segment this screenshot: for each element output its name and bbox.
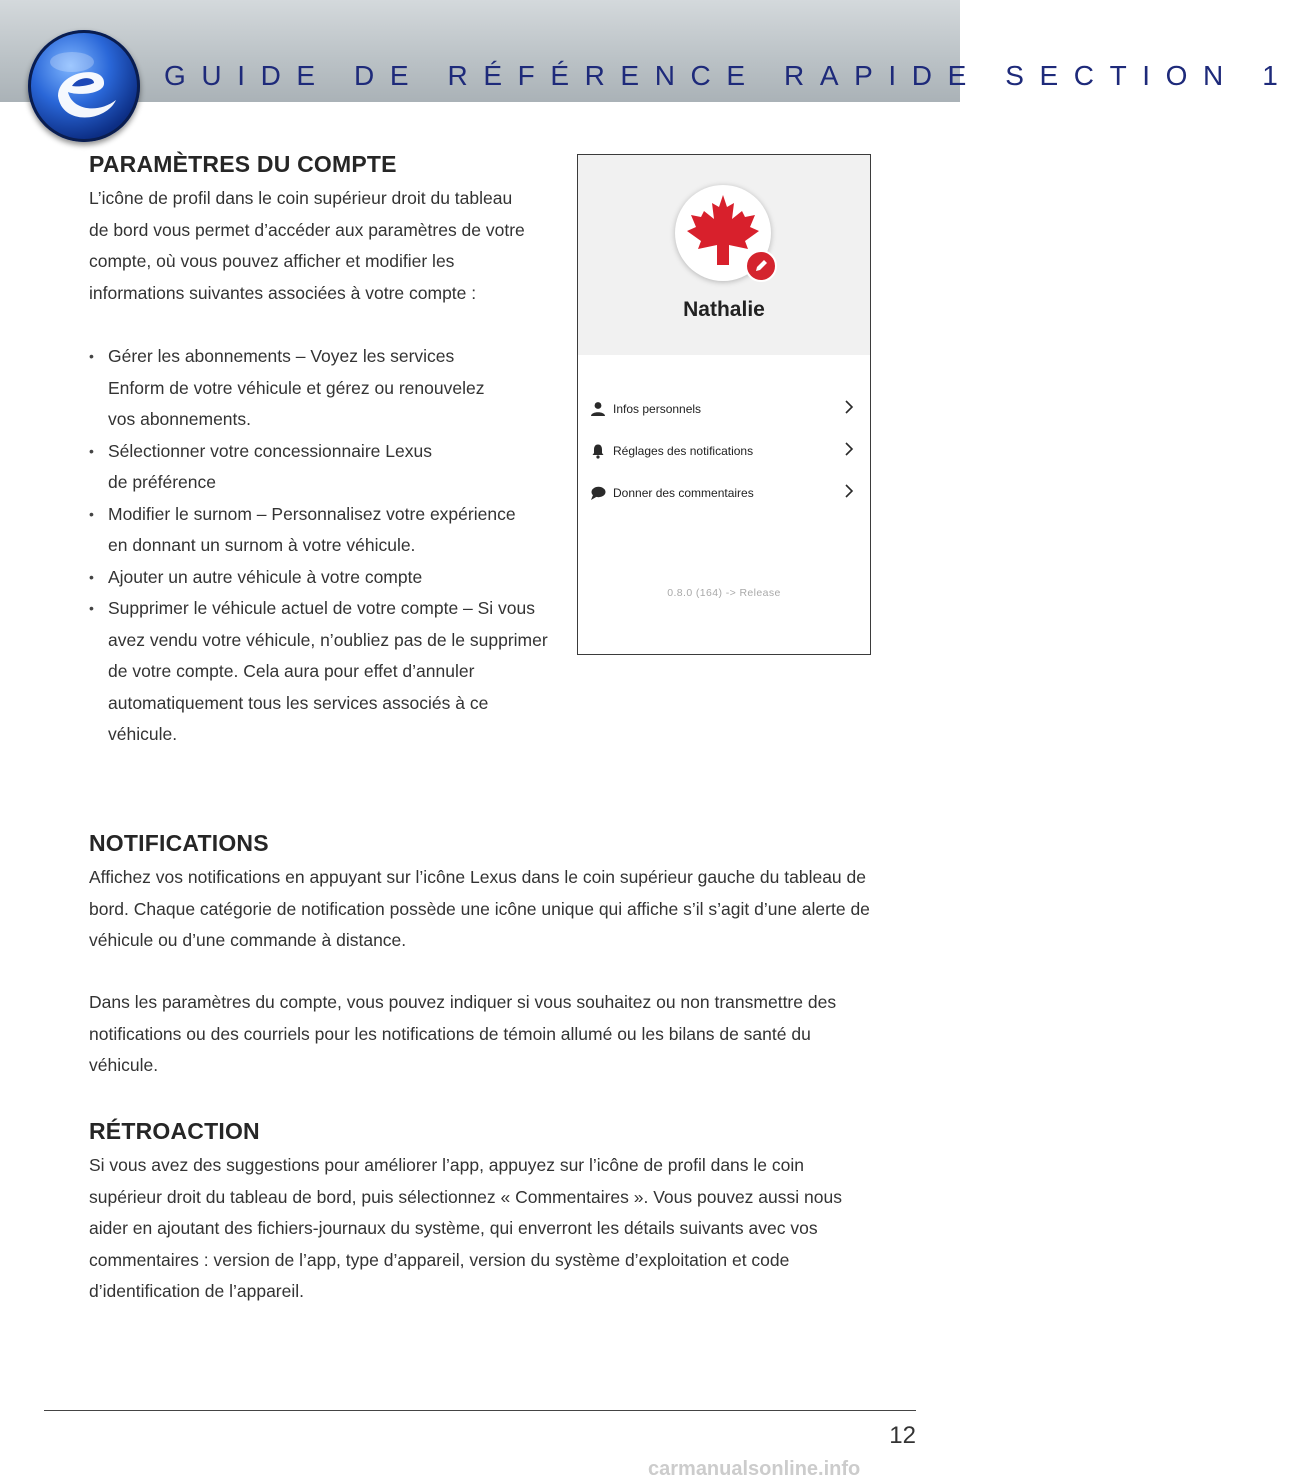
notifications-paragraph-1: Affichez vos notifications en appuyant sur l’icône Lexus dans le coin supérieur gauche du tableau de bord. Chaque catégorie de notification possède une icône unique qui affiche s’il s’agit d’une alerte de véhicule ou d’une commande à distance.	[89, 867, 870, 950]
feedback-heading: RÉTROACTION	[89, 1118, 260, 1144]
account-bullet-list	[89, 341, 549, 751]
account-heading: PARAMÈTRES DU COMPTE	[89, 151, 397, 177]
profile-username: Nathalie	[683, 298, 765, 321]
chevron-right-icon	[844, 484, 854, 498]
watermark: carmanualsonline.info	[648, 1458, 861, 1480]
edit-profile-button[interactable]	[745, 250, 777, 282]
menu-item-personal-info[interactable]	[590, 395, 858, 423]
pencil-icon	[747, 252, 775, 280]
speech-bubble-icon	[590, 485, 606, 501]
list-item: • Modifier le surnom – Personnalisez votre expérience en donnant un surnom à votre véhicule.	[89, 499, 533, 562]
page-number: 12	[889, 1422, 916, 1449]
notifications-heading: NOTIFICATIONS	[89, 830, 269, 856]
chevron-right-icon	[844, 442, 854, 456]
bell-icon	[590, 443, 606, 459]
list-item: • Supprimer le véhicule actuel de votre compte – Si vous avez vendu votre véhicule, n’oubliez pas de le supprimer de votre compte. Cela aura pour effet d’annuler automatiquement tous les services associés à ce véhicule.	[89, 593, 553, 751]
list-item: • Ajouter un autre véhicule à votre compte	[89, 562, 533, 594]
app-version: 0.8.0 (164) -> Release	[667, 587, 781, 599]
feedback-paragraph: Si vous avez des suggestions pour améliorer l’app, appuyez sur l’icône de profil dans le coin supérieur droit du tableau de bord, puis sélectionnez « Commentaires ». Vous pouvez aussi nous aider en ajoutant des fichiers-journaux du système, qui enverront les détails suivants avec vos commentaires : version de l’app, type d’appareil, version du système d’exploitation et code d’identification de l’appareil.	[89, 1155, 842, 1301]
list-item: • Sélectionner votre concessionnaire Lexus de préférence	[89, 436, 453, 499]
account-intro: L’icône de profil dans le coin supérieur droit du tableau de bord vous permet d’accéder aux paramètres de votre compte, où vous pouvez afficher et modifier les informations suivantes associées à votre compte :	[89, 188, 525, 303]
enform-logo-icon	[28, 30, 140, 142]
list-item: • Gérer les abonnements – Voyez les services Enform de votre véhicule et gérez ou renouvelez vos abonnements.	[89, 341, 508, 436]
menu-item-notification-settings[interactable]	[590, 437, 858, 465]
menu-item-label: Donner des commentaires	[613, 486, 754, 500]
chevron-right-icon	[844, 400, 854, 414]
menu-item-give-feedback[interactable]	[590, 479, 858, 507]
person-icon	[590, 401, 606, 417]
notifications-paragraph-2: Dans les paramètres du compte, vous pouvez indiquer si vous souhaitez ou non transmettre des notifications ou des courriels pour les notifications de témoin allumé ou les bilans de santé du véhicule.	[89, 992, 837, 1075]
phone-screenshot	[577, 154, 871, 655]
header-title: GUIDE DE RÉFÉRENCE RAPIDE SECTION 1	[164, 60, 1293, 91]
menu-item-label: Réglages des notifications	[613, 444, 754, 458]
menu-item-label: Infos personnels	[613, 402, 702, 416]
footer-divider	[44, 1410, 916, 1411]
